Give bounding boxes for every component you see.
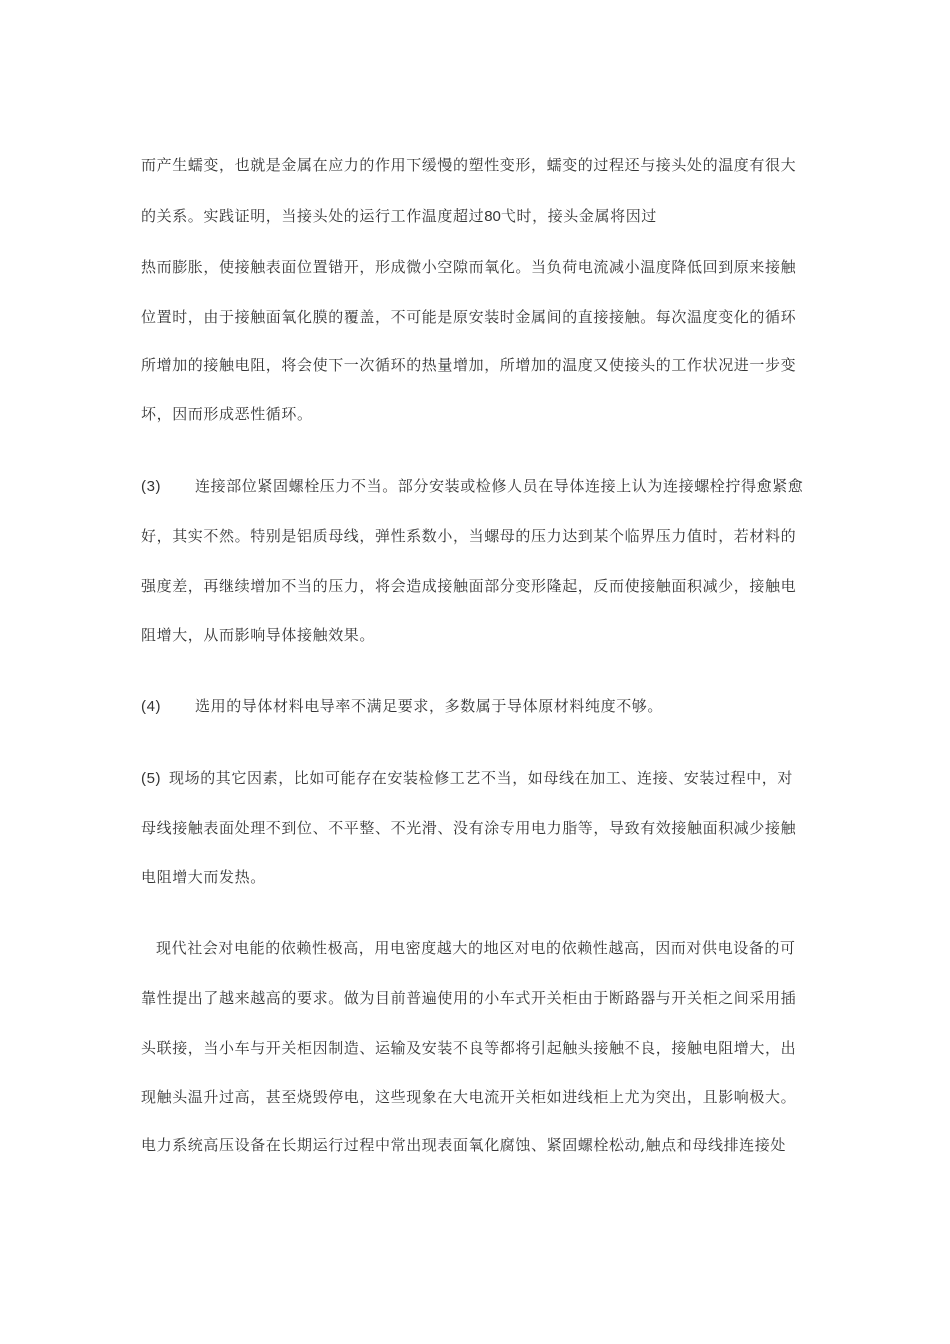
- paragraph-2-line-3: 头联接，当小车与开关柜因制造、运输及安装不良等都将引起触头接触不良，接触电阻增大，出: [141, 1039, 797, 1057]
- temperature-value: 80: [484, 208, 501, 225]
- paragraph-1-line-4: 位置时，由于接触面氧化膜的覆盖，不可能是原安装时金属间的直接接触。每次温度变化的循环: [141, 308, 797, 326]
- item-3-line-3: 强度差，再继续增加不当的压力，将会造成接触面部分变形隆起，反而使接触面积减少，接触电: [141, 577, 797, 595]
- paragraph-1-line-3: 热而膨胀，使接触表面位置错开，形成微小空隙而氧化。当负荷电流减小温度降低回到原来接触: [141, 258, 797, 276]
- paragraph-2-line-1: 现代社会对电能的依赖性极高，用电密度越大的地区对电的依赖性越高，因而对供电设备的可: [156, 939, 796, 957]
- paragraph-1-line-2-text-a: 的关系。实践证明，当接头处的运行工作温度超过: [141, 207, 485, 225]
- paragraph-2-line-2: 靠性提出了越来越高的要求。做为目前普遍使用的小车式开关柜由于断路器与开关柜之间采用插: [141, 989, 797, 1007]
- paragraph-1-line-1: 而产生蠕变，也就是金属在应力的作用下缓慢的塑性变形，蠕变的过程还与接头处的温度有很大: [141, 156, 797, 174]
- item-3-line-4: 阻增大，从而影响导体接触效果。: [141, 626, 376, 644]
- paragraph-2-line-5: 电力系统高压设备在长期运行过程中常出现表面氧化腐蚀、紧固螺栓松动,触点和母线排连接处: [141, 1136, 786, 1154]
- paragraph-1-line-2: [141, 206, 821, 227]
- paragraph-1-line-2-text-b: 弋时，接头金属将因过: [500, 207, 657, 225]
- paragraph-1-line-5: 所增加的接触电阻，将会使下一次循环的热量增加，所增加的温度又使接头的工作状况进一步变: [141, 356, 797, 374]
- item-3-line-1: [141, 476, 821, 497]
- item-3-line-1-text: 连接部位紧固螺栓压力不当。部分安装或检修人员在导体连接上认为连接螺栓拧得愈紧愈: [195, 477, 804, 495]
- paragraph-1-line-6: 坏，因而形成恶性循环。: [141, 405, 313, 423]
- item-3-line-2: 好，其实不然。特别是铝质母线，弹性系数小，当螺母的压力达到某个临界压力值时，若材料的: [141, 527, 797, 545]
- item-3-marker: (3): [141, 478, 162, 495]
- item-5-line-3: 电阻增大而发热。: [141, 868, 266, 886]
- item-4-line-1: [141, 696, 821, 717]
- item-4-text: 选用的导体材料电导率不满足要求，多数属于导体原材料纯度不够。: [195, 697, 664, 715]
- item-4-marker: (4): [141, 698, 162, 715]
- item-5-line-1-text: 现场的其它因素，比如可能存在安装检修工艺不当，如母线在加工、连接、安装过程中，对: [169, 769, 794, 787]
- paragraph-2-line-4: 现触头温升过高，甚至烧毁停电，这些现象在大电流开关柜如进线柜上尤为突出，且影响极大。: [141, 1088, 797, 1106]
- item-5-marker: (5): [141, 770, 162, 787]
- item-5-line-1: [141, 768, 821, 789]
- item-5-line-2: 母线接触表面处理不到位、不平整、不光滑、没有涂专用电力脂等，导致有效接触面积减少接触: [141, 819, 797, 837]
